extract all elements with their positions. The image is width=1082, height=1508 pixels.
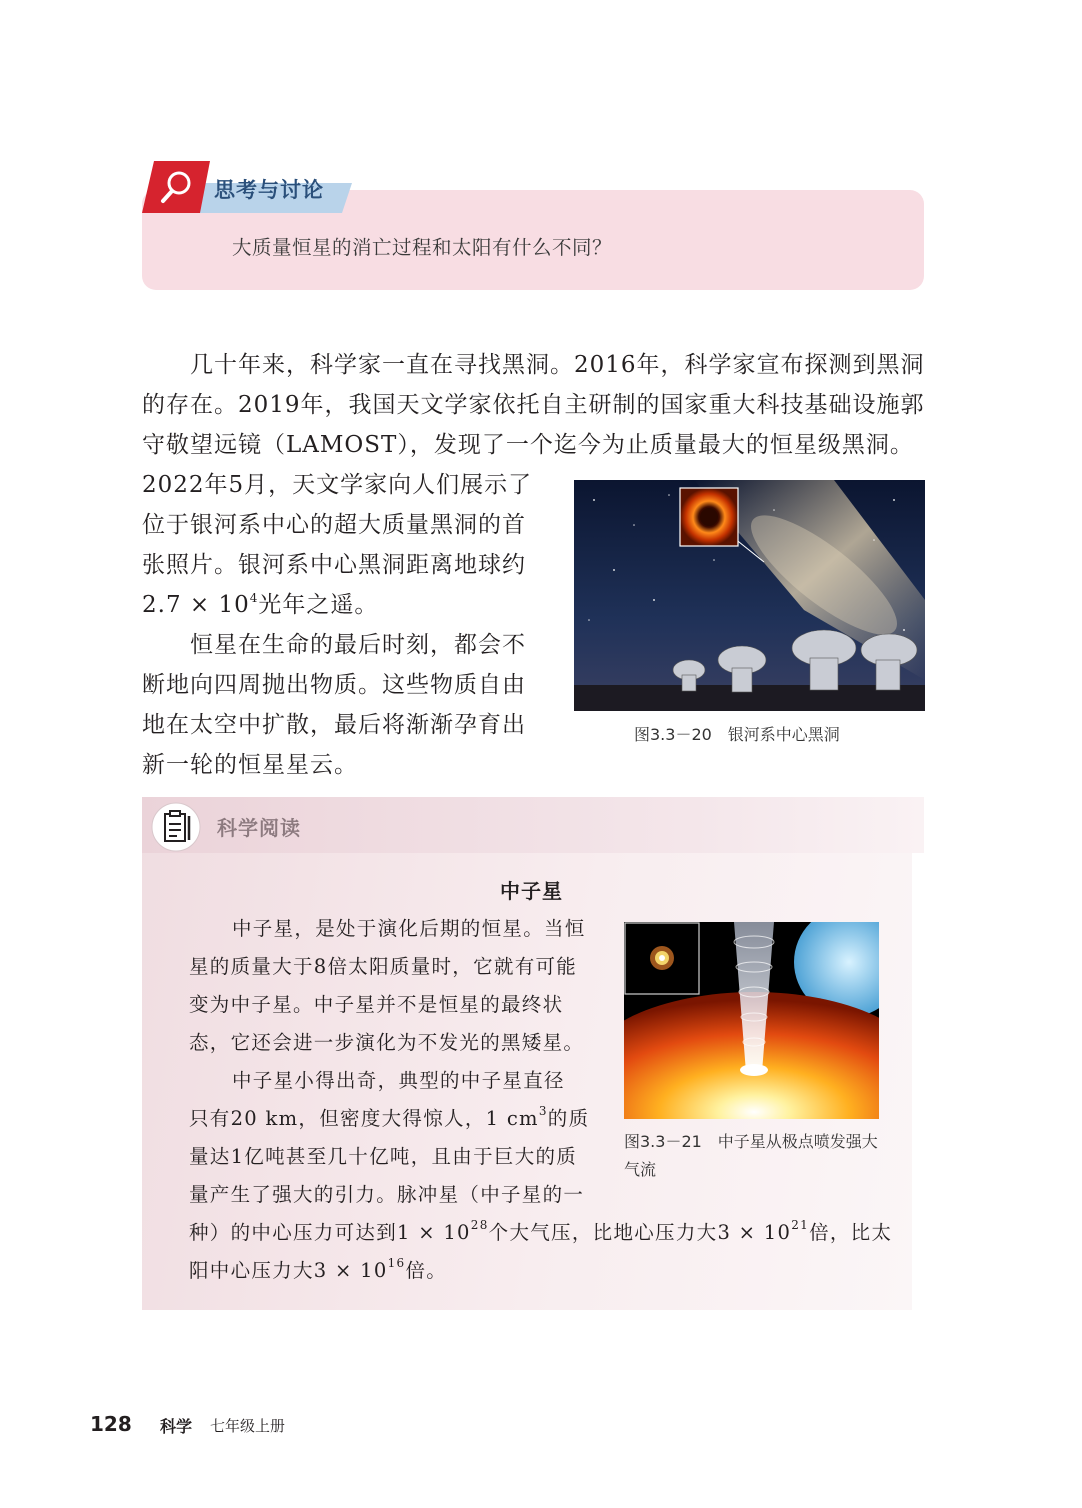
body-line: 2022年5月，天文学家向人们展示了 <box>142 472 533 498</box>
exponent-16: 16 <box>387 1256 406 1270</box>
reading-line: 阳中心压力大3 × 10 <box>189 1259 388 1282</box>
distance-exponent: 4 <box>249 591 259 605</box>
reading-line: 中子星小得出奇，典型的中子星直径 <box>232 1069 565 1092</box>
body-line-distance <box>142 585 378 625</box>
reading-line: 倍，比太 <box>809 1221 893 1244</box>
exponent-21: 21 <box>791 1218 810 1232</box>
reading-line: 星的质量大于8倍太阳质量时，它就有可能 <box>189 955 578 978</box>
body-line: 光年之遥。 <box>258 592 379 618</box>
clipboard-icon <box>151 802 201 852</box>
figure-20-caption: 图3.3－20 银河系中心黑洞 <box>634 725 840 744</box>
reading-line: 态，它还会进一步演化为不发光的黑矮星。 <box>189 1031 585 1054</box>
body-line: 守敬望远镜（LAMOST），发现了一个迄今为止质量最大的恒星级黑洞。 <box>142 432 914 458</box>
reading-line: 只有20 km，但密度大得惊人，1 cm <box>189 1107 539 1130</box>
discussion-question: 大质量恒星的消亡过程和太阳有什么不同？ <box>232 236 613 259</box>
reading-line: 的质 <box>547 1107 590 1130</box>
reading-line-pressure <box>189 1214 892 1252</box>
cm-exponent: 3 <box>538 1104 548 1118</box>
reading-line: 中子星，是处于演化后期的恒星。当恒 <box>232 917 586 940</box>
body-line: 断地向四周抛出物质。这些物质自由 <box>142 672 526 698</box>
milky-way-telescope-photo <box>574 480 925 711</box>
footer-grade: 七年级上册 <box>210 1417 286 1435</box>
article-title: 中子星 <box>500 879 563 903</box>
figure-21-caption: 图3.3－21 中子星从极点喷发强大气流 <box>624 1132 878 1179</box>
reading-line: 个大气压，比地心压力大3 × 10 <box>488 1221 792 1244</box>
body-line: 恒星在生命的最后时刻，都会不 <box>190 632 526 658</box>
discussion-title: 思考与讨论 <box>214 178 324 202</box>
footer-subject: 科学 <box>160 1417 193 1436</box>
distance-mantissa: 2.7 × 10 <box>142 592 250 618</box>
body-line: 位于银河系中心的超大质量黑洞的首 <box>142 512 526 538</box>
body-line: 几十年来，科学家一直在寻找黑洞。2016年，科学家宣布探测到黑洞 <box>190 352 925 378</box>
body-line: 张照片。银河系中心黑洞距离地球约 <box>142 552 526 578</box>
science-reading-title: 科学阅读 <box>217 816 301 840</box>
reading-line: 变为中子星。中子星并不是恒星的最终状 <box>189 993 564 1016</box>
body-line: 地在太空中扩散，最后将渐渐孕育出 <box>142 712 526 738</box>
reading-line-sun <box>189 1252 447 1290</box>
reading-line: 种）的中心压力可达到1 × 10 <box>189 1221 471 1244</box>
body-line: 的存在。2019年，我国天文学家依托自主研制的国家重大科技基础设施郭 <box>142 392 925 418</box>
reading-line-density <box>189 1100 589 1138</box>
page-number: 128 <box>90 1412 132 1436</box>
reading-line: 倍。 <box>405 1259 448 1282</box>
neutron-star-jet-illustration <box>624 922 879 1119</box>
body-line: 新一轮的恒星星云。 <box>142 752 358 778</box>
reading-line: 量达1亿吨甚至几十亿吨，且由于巨大的质 <box>189 1145 578 1168</box>
reading-line: 量产生了强大的引力。脉冲星（中子星的一 <box>189 1183 585 1206</box>
exponent-28: 28 <box>470 1218 489 1232</box>
